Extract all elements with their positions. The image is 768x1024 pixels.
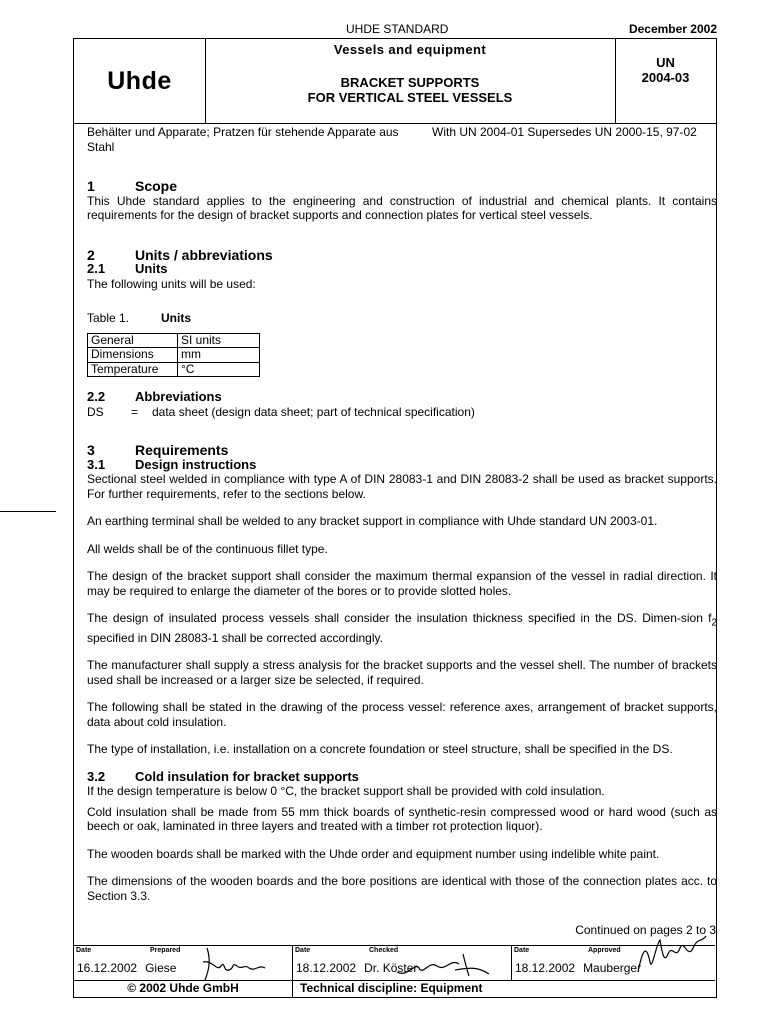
section-2-2-heading [87, 390, 717, 405]
section-3-number: 3 [87, 442, 95, 458]
checked-role-label: Checked [369, 947, 399, 954]
paragraph: The wooden boards shall be marked with the Uhde order and equipment number using indelible white paint. [87, 846, 660, 861]
prepared-name: Giese [145, 961, 177, 975]
section-3-2-number: 3.2 [87, 768, 106, 784]
abbreviation-term: DS [87, 404, 104, 419]
checked-date: 18.12.2002 [296, 961, 357, 975]
section-3-2-heading [87, 770, 717, 785]
approval-footer [74, 945, 715, 981]
top-standard-label: UHDE STANDARD [346, 22, 449, 36]
checked-cell [293, 946, 512, 980]
table-cell: SI units [178, 333, 260, 348]
table-cell: Dimensions [88, 348, 178, 363]
approved-date-label: Date [514, 947, 530, 954]
section-3-heading [87, 443, 717, 458]
prepared-signature [199, 942, 274, 984]
header-title-line1: BRACKET SUPPORTS [340, 75, 480, 90]
section-2-heading [87, 248, 717, 263]
section-2-1-title: Units [135, 261, 168, 276]
section-2-2-title: Abbreviations [135, 389, 222, 404]
approved-cell [512, 946, 715, 980]
units-table [87, 333, 260, 378]
table-row [88, 362, 260, 377]
table-caption [87, 311, 717, 326]
continued-note: Continued on pages 2 to 3 [575, 923, 716, 937]
document-body [87, 125, 717, 903]
standard-number-line1: UN [656, 55, 675, 70]
subtitle-row [87, 125, 717, 157]
abbreviation-equals: = [131, 404, 139, 419]
section-3-1-heading [87, 458, 717, 473]
paragraph: The dimensions of the wooden boards and the bore positions are identical with those of the connection plates acc. to Section 3.3. [87, 874, 717, 903]
prepared-role-label: Prepared [150, 947, 181, 954]
section-1-number: 1 [87, 178, 95, 194]
prepared-date-label: Date [76, 947, 92, 954]
section-3-1-title: Design instructions [135, 456, 257, 472]
table-cell: mm [178, 348, 260, 363]
paragraph: If the design temperature is below 0 °C, the bracket support shall be provided with cold insulation. [87, 784, 605, 799]
paragraph: Sectional steel welded in compliance with type A of DIN 28083-1 and DIN 28083-2 shall be used as bracket supports. For further requirements, refer to the sections below. [87, 472, 717, 501]
standard-number-line2: 2004-03 [641, 70, 690, 85]
section-3-title: Requirements [135, 442, 229, 458]
checked-signature [393, 948, 493, 980]
section-1-title: Scope [135, 178, 178, 194]
table-row [88, 333, 260, 348]
subscript: 2 [711, 617, 717, 629]
paragraph [87, 611, 717, 645]
paragraph: The type of installation, i.e. installation on a concrete foundation or steel structure, shall be specified in the DS. [87, 742, 673, 757]
abbreviation-row [87, 405, 717, 420]
table-cell: General [88, 333, 178, 348]
table-row [88, 348, 260, 363]
header-title-line2: FOR VERTICAL STEEL VESSELS [307, 90, 513, 105]
table-caption-title: Units [161, 311, 191, 325]
paragraph: An earthing terminal shall be welded to any bracket support in compliance with Uhde standard UN 2003-01. [87, 514, 658, 528]
section-2-title: Units / abbreviations [135, 246, 273, 263]
paragraph-text: The design of insulated process vessels shall consider the insulation thickness specified in the DS. Dimen-sion f [87, 611, 712, 625]
paragraph: All welds shall be of the continuous fillet type. [87, 541, 328, 556]
section-3-2-title: Cold insulation for bracket supports [135, 768, 359, 784]
technical-discipline: Technical discipline: Equipment [300, 981, 483, 995]
header-title-block [205, 39, 616, 123]
paragraph: The following shall be stated in the drawing of the process vessel: reference axes, arrangement of bracket supports, data about cold insulation. [87, 700, 717, 729]
section-1-heading [87, 179, 717, 194]
units-intro: The following units will be used: [87, 276, 256, 291]
uhde-logo: Uhde [74, 39, 206, 123]
prepared-cell [74, 946, 293, 980]
scope-text: This Uhde standard applies to the engineering and construction of industrial and chemical plants. It contains requirements for the design of bracket supports and connection plates for vertical steel vessels. [87, 193, 717, 222]
top-date: December 2002 [628, 22, 717, 36]
german-title: Behälter und Apparate; Pratzen für stehende Apparate aus Stahl [87, 125, 399, 154]
checked-name: Dr. Köster [364, 961, 418, 975]
paragraph-text: specified in DIN 28083-1 shall be corrected accordingly. [87, 630, 383, 645]
header-standard-number [615, 39, 716, 123]
section-2-number: 2 [87, 246, 95, 263]
approved-name: Mauberger [583, 961, 642, 975]
abbreviation-definition: data sheet (design data sheet; part of technical specification) [152, 404, 475, 419]
section-2-2-number: 2.2 [87, 389, 106, 404]
paragraph: Cold insulation shall be made from 55 mm thick boards of synthetic-resin compressed wood or hard wood (such as beech or oak, laminated in three layers and treated with a timber rot protection liquor). [87, 804, 717, 834]
table-cell: °C [178, 362, 260, 377]
table-cell: Temperature [88, 362, 178, 377]
margin-mark [0, 511, 56, 512]
approved-date: 18.12.2002 [515, 961, 576, 975]
paragraph: The manufacturer shall supply a stress analysis for the bracket supports and the vessel shell. The number of brackets used shall be increased or a larger size be selected, if required. [87, 658, 717, 687]
sheet-header [74, 39, 716, 124]
section-3-1-number: 3.1 [87, 456, 106, 472]
supersedes-note: With UN 2004-01 Supersedes UN 2000-15, 97-02 [432, 125, 697, 139]
section-2-1-heading [87, 262, 717, 277]
prepared-date: 16.12.2002 [77, 961, 138, 975]
approved-signature [632, 932, 712, 982]
checked-date-label: Date [295, 947, 311, 954]
footer-bottom-row [74, 981, 715, 997]
header-keyword: Vessels and equipment [333, 42, 487, 57]
approved-role-label: Approved [588, 947, 621, 954]
paragraph: The design of the bracket support shall consider the maximum thermal expansion of the vessel in radial direction. It may be required to enlarge the diameter of the bores or to provide slotted holes. [87, 569, 717, 598]
section-2-1-number: 2.1 [87, 261, 106, 276]
copyright: © 2002 Uhde GmbH [74, 981, 293, 997]
table-caption-number: Table 1. [87, 311, 130, 325]
